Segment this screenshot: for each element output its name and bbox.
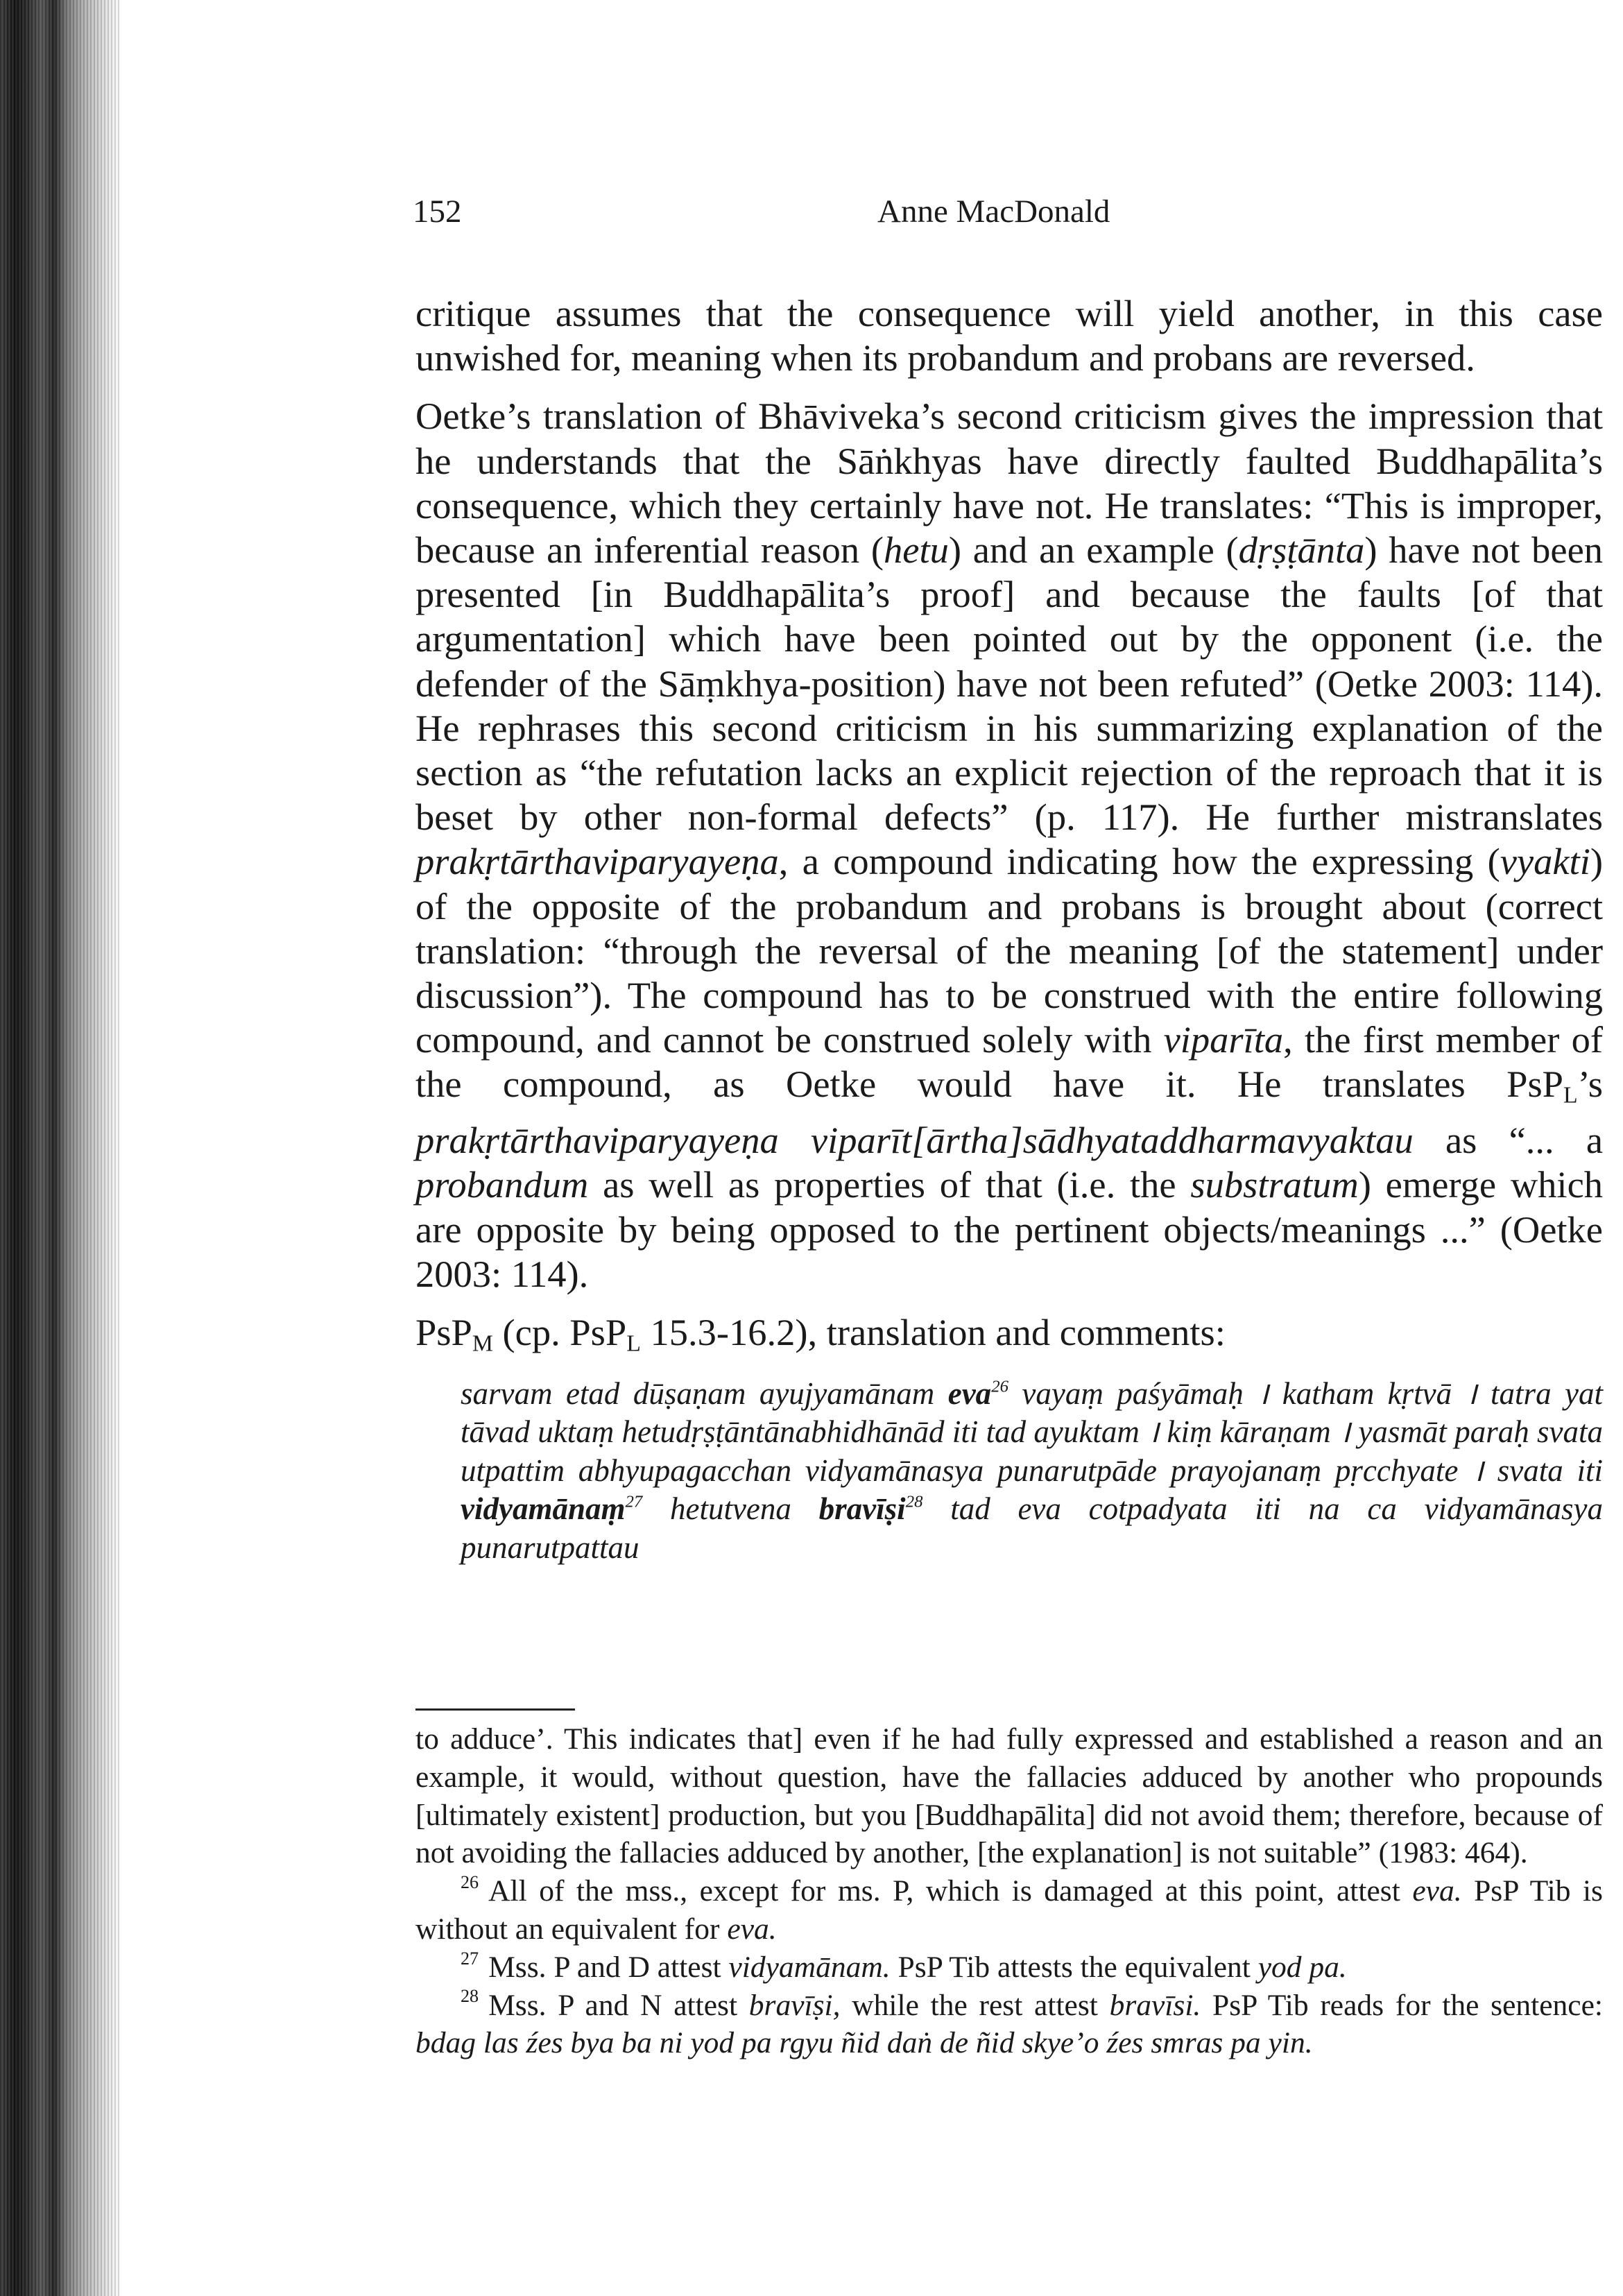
subscript-m: M [472, 1330, 493, 1357]
bold-vidyamanam: vidyamānaṃ [461, 1491, 626, 1527]
term-drstanta: dṛṣṭānta [1238, 529, 1365, 572]
sanskrit-quotation: sarvam etad dūṣaṇam ayujyamānam eva$^{26}$ vayaṃ paśyāmaḥ । katham kṛtvā । tatra yat tāvad uktaṃ hetudṛṣṭāntānabhidhānād iti tad ayuktam । kiṃ kāraṇam । yasmāt paraḥ svata utpattim abhyupagacchan vidyamānasya punarutpāde prayojanaṃ pṛcchyate । svata iti vidyamānaṃ$^{27}$ hetutvena bravīṣi$^{28}$ tad eva cotpadyata iti na ca vidyamānasya punarutpattau [461, 1376, 1603, 1565]
term-compound-1: prakṛtārthaviparyayeṇa [415, 840, 779, 883]
running-head [413, 193, 1602, 234]
footnote-ref-28: 28 [905, 1492, 923, 1511]
main-text [415, 291, 1603, 1567]
term-viparita: viparīta [1163, 1018, 1284, 1061]
footnote-continuation: to adduce’. This indicates that] even if he had fully expressed and established a reason and an example, it would, without question, have the fallacies adduced by another who propounds [ultimately existent] production, but you [Buddhapālita] did not avoid them; therefore, because of not avoiding the fallacies adduced by another, [the explanation] is not suitable” (1983: 464). [415, 1722, 1603, 1870]
paragraph-2: Oetke’s translation of Bhāviveka’s second criticism gives the impression that he understands that the Sāṅkhyas have directly faulted Buddhapālita’s consequence, which they certainly have not. He translates: “This is improper, because an inferential reason (hetu) and an example (dṛṣṭānta) have not been presented [in Buddhapālita’s proof] and because the faults [of that argumentation] which have been pointed out by the opponent (i.e. the defender of the Sāṃkhya-position) have not been refuted” (Oetke 2003: 114). He rephrases this second criticism in his summarizing explanation of the section as “the refutation lacks an explicit rejection of the reproach that it is beset by other non-formal defects” (p. 117). He further mistranslates prakṛtārthaviparyayeṇa, a compound indicating how the expressing (vyakti) of the opposite of the probandum and probans is brought about (correct translation: “through the reversal of the meaning [of the statement] under discussion”). The compound has to be construed with the entire following compound, and cannot be construed solely with viparīta, the first member of the compound, as Oetke would have it. He translates PsP$_L$’s prakṛtārthaviparyayeṇa viparīt[ārtha]sādhyataddharmavyaktau as “... a probandum as well as properties of that (i.e. the substratum) emerge which are opposite by being opposed to the pertinent objects/meanings ...” (Oetke 2003: 114). [415, 395, 1604, 1295]
footnote-rule [415, 1708, 575, 1711]
bold-eva: eva [947, 1376, 992, 1411]
footnotes [415, 1720, 1603, 2062]
footnote-ref-26: 26 [991, 1377, 1008, 1396]
page-number: 152 [413, 194, 462, 230]
section-heading: PsP$_M$ (cp. PsP$_L$ 15.3-16.2), translation and comments: [415, 1310, 1226, 1357]
footnote-number: 28 [461, 1986, 479, 2007]
subscript-l: L [626, 1330, 641, 1357]
term-probandum: probandum [415, 1163, 589, 1206]
footnote-28: $^{28}$ Mss. P and N attest bravīṣi, while the rest attest bravīsi. PsP Tib reads for the sentence: bdag las źes bya ba ni yod pa rgyu ñid daṅ de ñid skye’o źes smras pa yin. [415, 1986, 1603, 2060]
term-hetu: hetu [884, 529, 949, 572]
bold-bravisi: bravīṣi [818, 1491, 906, 1527]
footnote-27: $^{27}$ Mss. P and D attest vidyamānam. PsP Tib attests the equivalent yod pa. [461, 1948, 1347, 1984]
footnote-number: 26 [461, 1871, 479, 1892]
term-vyakti: vyakti [1500, 840, 1590, 883]
subscript-l: L [1563, 1082, 1578, 1108]
footnote-number: 27 [461, 1948, 479, 1969]
footnote-ref-27: 27 [625, 1492, 643, 1511]
paragraph-1: critique assumes that the consequence will yield another, in this case unwished for, meaning when its probandum and probans are reversed. [415, 292, 1603, 379]
term-compound-2: prakṛtārthaviparyayeṇa viparīt[ārtha]sādhyataddharmavyaktau [415, 1119, 1414, 1162]
running-head-author: Anne MacDonald [877, 194, 1110, 230]
scan-binding-texture [0, 0, 121, 2296]
footnote-26: $^{26}$ All of the mss., except for ms. P, which is damaged at this point, attest eva. PsP Tib is without an equivalent for eva. [415, 1871, 1603, 1946]
term-substratum: substratum [1190, 1163, 1359, 1206]
